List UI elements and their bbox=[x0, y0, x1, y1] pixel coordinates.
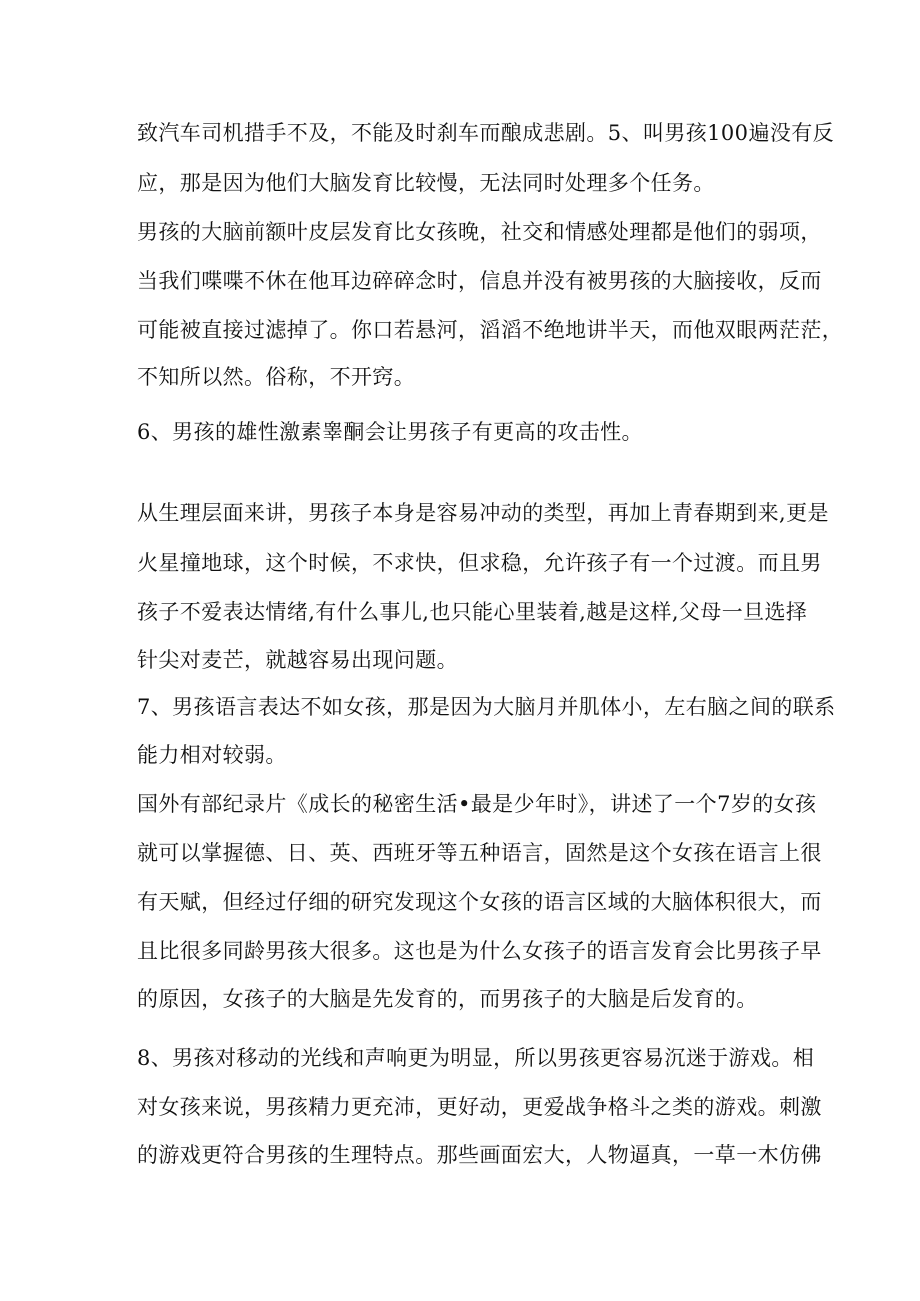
text-line-12: 7、男孩语言表达不如女孩，那是因为大脑月并肌体小，左右脑之间的联系 bbox=[137, 695, 836, 719]
text-line-15: 就可以掌握德、日、英、西班牙等五种语言，固然是这个女孩在语言上很 bbox=[137, 841, 822, 865]
text-line-16: 有天赋，但经过仔细的研究发现这个女孩的语言区域的大脑体积很大，而 bbox=[137, 890, 822, 914]
text-line-13: 能力相对较弱。 bbox=[137, 743, 287, 767]
text-line-2: 应，那是因为他们大脑发育比较慢，无法同时处理多个任务。 bbox=[137, 171, 715, 195]
text-line-9: 火星撞地球，这个时候，不求快，但求稳，允许孩子有一个过渡。而且男 bbox=[137, 551, 822, 575]
text-line-20: 对女孩来说，男孩精力更充沛，更好动，更爱战争格斗之类的游戏。刺激 bbox=[137, 1095, 822, 1119]
text-line-19: 8、男孩对移动的光线和声响更为明显，所以男孩更容易沉迷于游戏。相 bbox=[137, 1046, 815, 1070]
text-line-21: 的游戏更符合男孩的生理特点。那些画面宏大，人物逼真，一草一木仿佛 bbox=[137, 1143, 822, 1167]
text-line-5: 可能被直接过滤掉了。你口若悬河，滔滔不绝地讲半天，而他双眼两茫茫， bbox=[137, 318, 844, 342]
text-line-1: 致汽车司机措手不及，不能及时刹车而酿成悲剧。5、叫男孩100遍没有反 bbox=[137, 121, 835, 145]
text-line-6: 不知所以然。俗称，不开窍。 bbox=[137, 365, 416, 389]
text-line-17: 且比很多同龄男孩大很多。这也是为什么女孩子的语言发育会比男孩子早 bbox=[137, 939, 822, 963]
text-line-10: 孩子不爱表达情绪,有什么事儿,也只能心里装着,越是这样,父母一旦选择 bbox=[137, 600, 808, 624]
text-line-14: 国外有部纪录片《成长的秘密生活•最是少年时》，讲述了一个7岁的女孩 bbox=[137, 792, 817, 816]
text-line-4: 当我们喋喋不休在他耳边碎碎念时，信息并没有被男孩的大脑接收，反而 bbox=[137, 269, 822, 293]
text-line-7: 6、男孩的雄性激素睾酮会让男孩子有更高的攻击性。 bbox=[137, 420, 643, 444]
text-line-11: 针尖对麦芒，就越容易出现问题。 bbox=[137, 648, 458, 672]
text-line-18: 的原因，女孩子的大脑是先发育的，而男孩子的大脑是后发育的。 bbox=[137, 987, 758, 1011]
text-line-8: 从生理层面来讲，男孩子本身是容易冲动的类型，再加上青春期到来,更是 bbox=[137, 501, 829, 525]
text-line-3: 男孩的大脑前额叶皮层发育比女孩晚，社交和情感处理都是他们的弱项， bbox=[137, 220, 822, 244]
